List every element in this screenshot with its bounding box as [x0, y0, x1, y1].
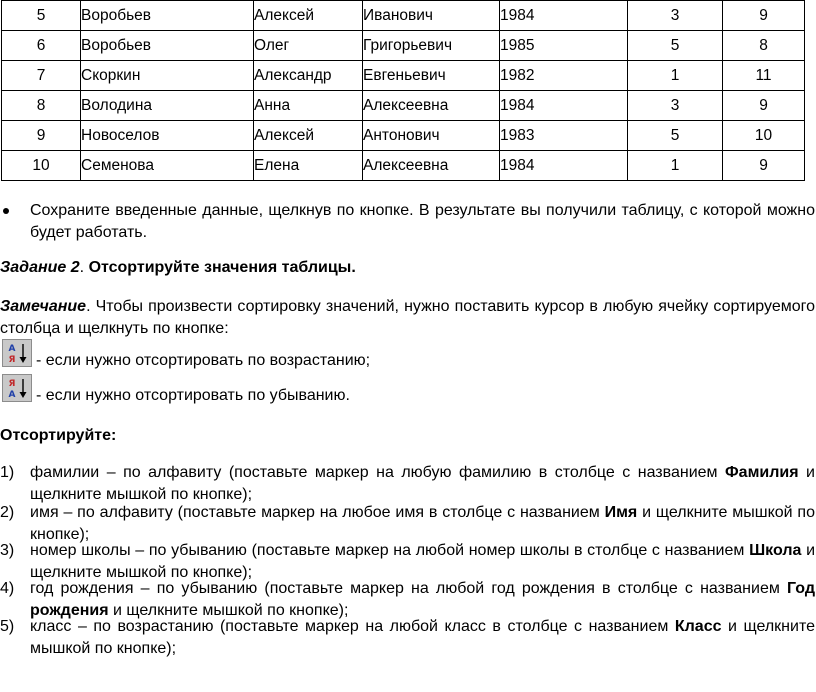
cell-school[interactable]: 3 — [628, 1, 723, 31]
cell-birth-year[interactable]: 1983 — [500, 121, 628, 151]
cell-patronymic[interactable]: Григорьевич — [363, 31, 500, 61]
list-item-post: и щелкните мышкой по кнопке); — [108, 602, 349, 619]
bullet-text: Сохраните введенные данные, щелкнув по кнопке. В результате вы получили таблицу, с которой можно будет работать. — [30, 202, 815, 241]
cell-school[interactable]: 3 — [628, 91, 723, 121]
cell-surname[interactable]: Воробьев — [81, 1, 254, 31]
task-title: Отсортируйте значения таблицы. — [88, 259, 356, 276]
cell-first-name[interactable]: Алексей — [254, 121, 363, 151]
list-item-column-name: Имя — [604, 504, 638, 521]
cell-class[interactable]: 9 — [723, 151, 805, 181]
cell-patronymic[interactable]: Иванович — [363, 1, 500, 31]
cell-surname[interactable]: Скоркин — [81, 61, 254, 91]
table-row — [2, 91, 805, 121]
cell-first-name[interactable]: Александр — [254, 61, 363, 91]
list-item-text — [30, 462, 815, 506]
list-item-post: и щелкните мышкой по кнопке); — [30, 618, 815, 657]
list-item-number: 5) — [0, 618, 15, 635]
list-item-number: 4) — [0, 580, 15, 597]
sort-ascending-text: - если нужно отсортировать по возрастанию; — [36, 352, 371, 369]
cell-first-name[interactable]: Анна — [254, 91, 363, 121]
list-item-number: 2) — [0, 504, 15, 521]
cell-birth-year[interactable]: 1984 — [500, 91, 628, 121]
cell-surname[interactable]: Володина — [81, 91, 254, 121]
cell-school[interactable]: 1 — [628, 151, 723, 181]
table-row — [2, 121, 805, 151]
sort-heading — [0, 425, 815, 447]
list-item-column-name: Класс — [674, 618, 722, 635]
list-item-post: и щелкните мышкой по кнопке); — [30, 464, 815, 503]
table-row — [2, 31, 805, 61]
list-item-pre: класс – по возрастанию (поставьте маркер на любой класс в столбце с названием — [30, 618, 675, 635]
list-item — [0, 462, 815, 506]
cell-row-number[interactable]: 10 — [2, 151, 81, 181]
cell-first-name[interactable]: Алексей — [254, 1, 363, 31]
sort-asc-top-letter: А — [8, 344, 16, 354]
cell-surname[interactable]: Семенова — [81, 151, 254, 181]
cell-class[interactable]: 8 — [723, 31, 805, 61]
cell-school[interactable]: 5 — [628, 31, 723, 61]
list-item-column-name: Фамилия — [725, 464, 799, 481]
task-dot: . — [79, 259, 85, 276]
list-item-column-name: Школа — [749, 542, 802, 559]
list-item-pre: год рождения – по убыванию (поставьте маркер на любой год рождения в столбце с названием — [30, 580, 787, 597]
table-row — [2, 1, 805, 31]
cell-birth-year[interactable]: 1984 — [500, 1, 628, 31]
list-item-number: 3) — [0, 542, 15, 559]
list-item-number: 1) — [0, 464, 15, 481]
cell-row-number[interactable]: 5 — [2, 1, 81, 31]
sort-asc-bottom-letter: Я — [8, 355, 16, 365]
cell-class[interactable]: 10 — [723, 121, 805, 151]
cell-row-number[interactable]: 7 — [2, 61, 81, 91]
cell-patronymic[interactable]: Антонович — [363, 121, 500, 151]
note-label: Замечание — [0, 298, 87, 315]
cell-birth-year[interactable]: 1985 — [500, 31, 628, 61]
sort-desc-bottom-letter: А — [8, 390, 16, 400]
table-row — [2, 151, 805, 181]
sort-ascending-row — [0, 339, 815, 369]
cell-surname[interactable]: Воробьев — [81, 31, 254, 61]
note-paragraph — [0, 296, 815, 340]
sort-descending-row — [0, 374, 815, 404]
cell-row-number[interactable]: 8 — [2, 91, 81, 121]
bullet-dot-icon — [3, 208, 9, 214]
students-table — [1, 0, 805, 181]
list-item-pre: фамилии – по алфавиту (поставьте маркер на любую фамилию в столбце с названием — [30, 464, 726, 481]
cell-row-number[interactable]: 6 — [2, 31, 81, 61]
sort-descending-text: - если нужно отсортировать по убыванию. — [36, 387, 350, 404]
list-item-post: и щелкните мышкой по кнопке); — [30, 542, 816, 581]
sort-descending-icon[interactable] — [2, 374, 32, 402]
task-heading — [0, 257, 815, 279]
cell-birth-year[interactable]: 1984 — [500, 151, 628, 181]
sort-ascending-icon[interactable] — [2, 339, 32, 367]
list-item-pre: номер школы – по убыванию (поставьте маркер на любой номер школы в столбце с названием — [30, 542, 750, 559]
cell-patronymic[interactable]: Алексеевна — [363, 151, 500, 181]
cell-patronymic[interactable]: Евгеньевич — [363, 61, 500, 91]
cell-birth-year[interactable]: 1982 — [500, 61, 628, 91]
list-item — [0, 616, 815, 660]
list-item-column-name: Год рождения — [30, 580, 815, 619]
sort-heading-text: Отсортируйте: — [0, 427, 117, 444]
cell-surname[interactable]: Новоселов — [81, 121, 254, 151]
list-item-pre: имя – по алфавиту (поставьте маркер на любое имя в столбце с названием — [30, 504, 605, 521]
cell-school[interactable]: 1 — [628, 61, 723, 91]
cell-first-name[interactable]: Елена — [254, 151, 363, 181]
cell-school[interactable]: 5 — [628, 121, 723, 151]
list-item-post: и щелкните мышкой по кнопке); — [30, 504, 815, 543]
table-row — [2, 61, 805, 91]
cell-class[interactable]: 11 — [723, 61, 805, 91]
list-item-text — [30, 616, 815, 660]
cell-patronymic[interactable]: Алексеевна — [363, 91, 500, 121]
cell-first-name[interactable]: Олег — [254, 31, 363, 61]
cell-row-number[interactable]: 9 — [2, 121, 81, 151]
cell-class[interactable]: 9 — [723, 91, 805, 121]
cell-class[interactable]: 9 — [723, 1, 805, 31]
sort-desc-top-letter: Я — [8, 379, 16, 389]
note-text: . Чтобы произвести сортировку значений, нужно поставить курсор в любую ячейку сортируемого столбца и щелкнуть по кнопке: — [0, 298, 815, 337]
task-label: Задание 2 — [0, 259, 80, 276]
